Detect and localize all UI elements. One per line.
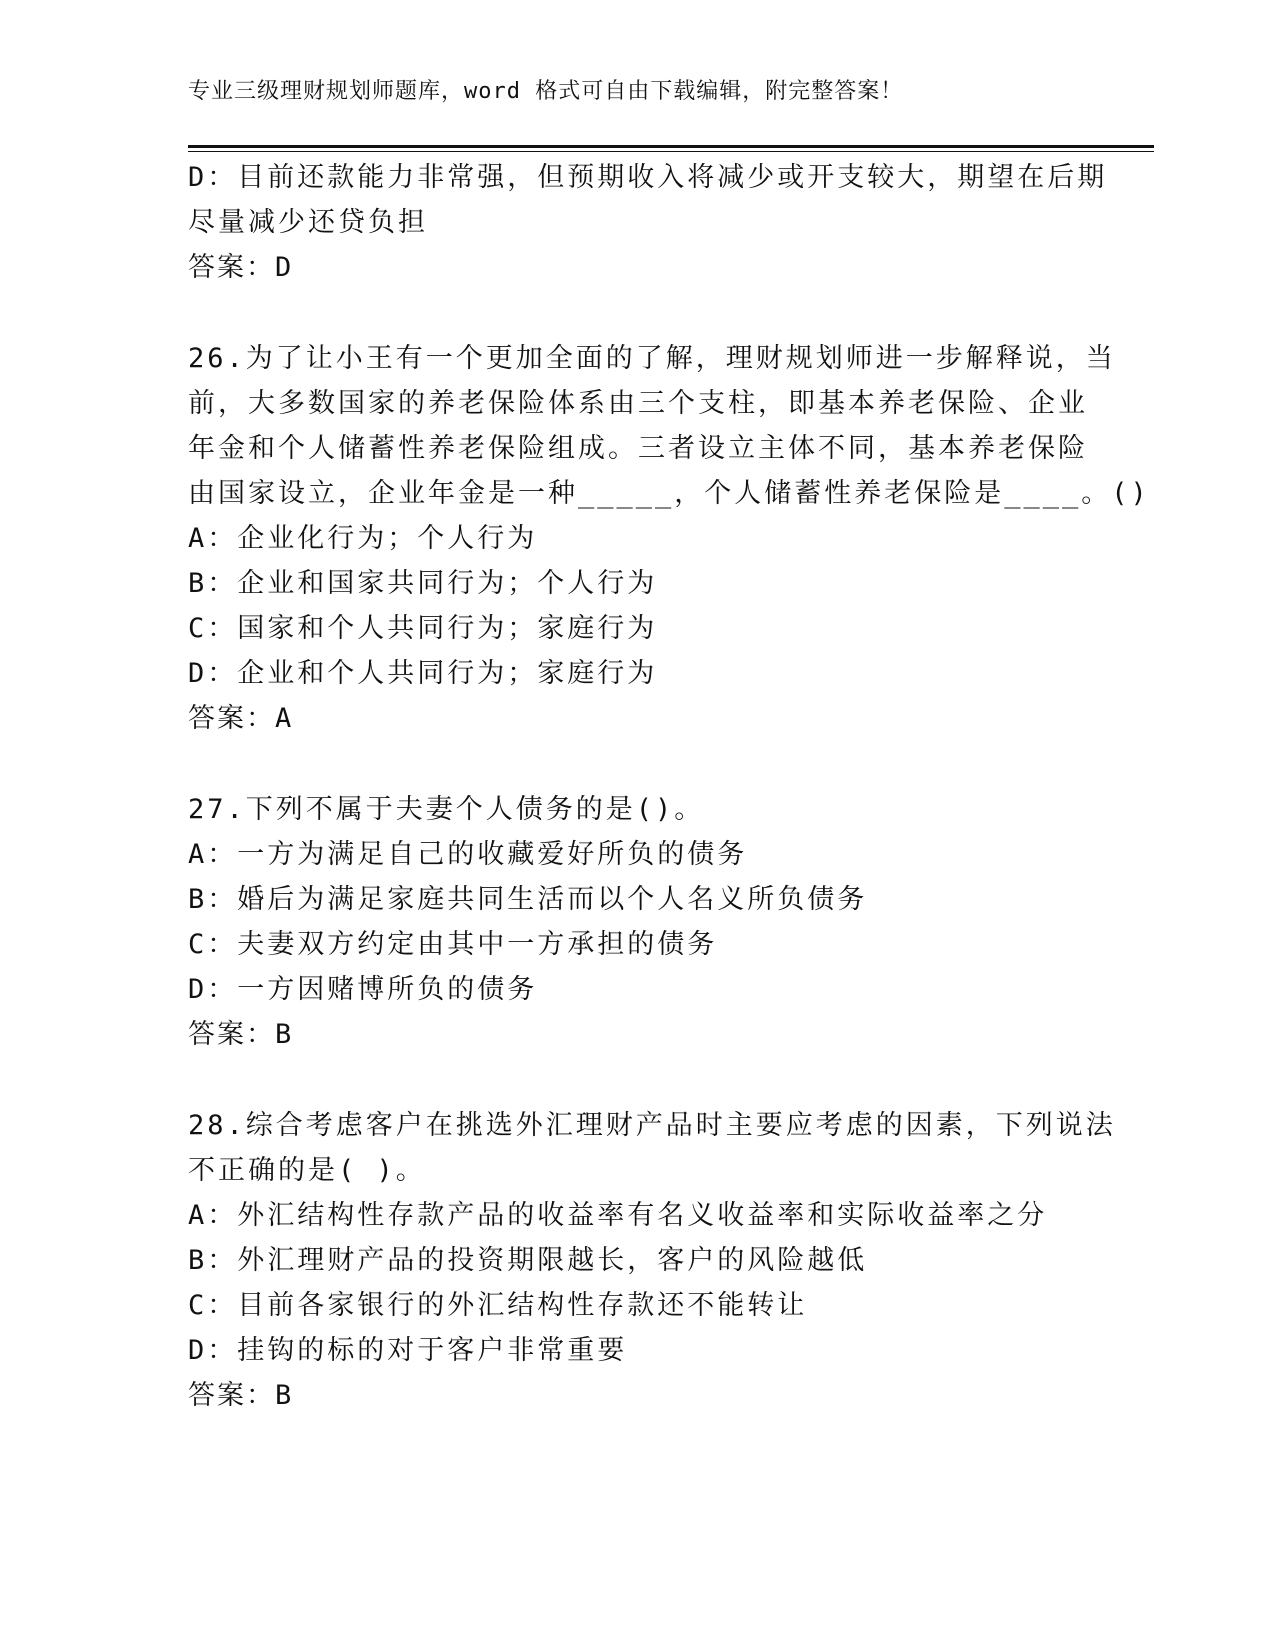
option-d-line-1: D：目前还款能力非常强，但预期收入将减少或开支较大，期望在后期 [188, 162, 1108, 193]
question-stem-line: 27.下列不属于夫妻个人债务的是()。 [188, 794, 705, 825]
answer-line: 答案：B [188, 1019, 294, 1050]
option-c: C：国家和个人共同行为；家庭行为 [188, 613, 658, 644]
header-rule-thin [188, 151, 1154, 152]
option-a: A：外汇结构性存款产品的收益率有名义收益率和实际收益率之分 [188, 1200, 1048, 1231]
answer-line: 答案：A [188, 703, 294, 734]
question-stem-line: 年金和个人储蓄性养老保险组成。三者设立主体不同，基本养老保险 [188, 433, 1088, 464]
question-stem-line: 由国家设立，企业年金是一种_____，个人储蓄性养老保险是____。() [188, 478, 1150, 509]
page-header: 专业三级理财规划师题库，word 格式可自由下载编辑，附完整答案！ [188, 79, 904, 104]
option-d: D：企业和个人共同行为；家庭行为 [188, 658, 658, 689]
option-a: A：一方为满足自己的收藏爱好所负的债务 [188, 839, 748, 870]
question-28 [188, 1103, 1116, 1418]
answer-line: 答案：B [188, 1380, 294, 1411]
question-26 [188, 336, 1150, 741]
question-stem-line: 28.综合考虑客户在挑选外汇理财产品时主要应考虑的因素，下列说法 [188, 1110, 1116, 1141]
option-d: D：挂钩的标的对于客户非常重要 [188, 1335, 628, 1366]
option-b: B：婚后为满足家庭共同生活而以个人名义所负债务 [188, 884, 868, 915]
answer-line: 答案：D [188, 252, 294, 283]
question-stem-line: 前，大多数国家的养老保险体系由三个支柱，即基本养老保险、企业 [188, 388, 1088, 419]
question-stem-line: 不正确的是( )。 [188, 1155, 426, 1186]
question-25-tail [188, 155, 1108, 290]
option-c: C：目前各家银行的外汇结构性存款还不能转让 [188, 1290, 808, 1321]
option-a: A：企业化行为；个人行为 [188, 523, 538, 554]
option-b: B：企业和国家共同行为；个人行为 [188, 568, 658, 599]
spacer [188, 1057, 1088, 1103]
option-d: D：一方因赌博所负的债务 [188, 974, 538, 1005]
header-rule-thick [188, 145, 1154, 148]
question-stem-line: 26.为了让小王有一个更加全面的了解，理财规划师进一步解释说，当 [188, 343, 1116, 374]
option-d-line-2: 尽量减少还贷负担 [188, 207, 428, 238]
spacer [188, 290, 1088, 336]
option-b: B：外汇理财产品的投资期限越长，客户的风险越低 [188, 1245, 868, 1276]
question-content [188, 155, 1150, 1418]
spacer [188, 741, 1088, 787]
option-c: C：夫妻双方约定由其中一方承担的债务 [188, 929, 718, 960]
question-27 [188, 787, 1088, 1057]
